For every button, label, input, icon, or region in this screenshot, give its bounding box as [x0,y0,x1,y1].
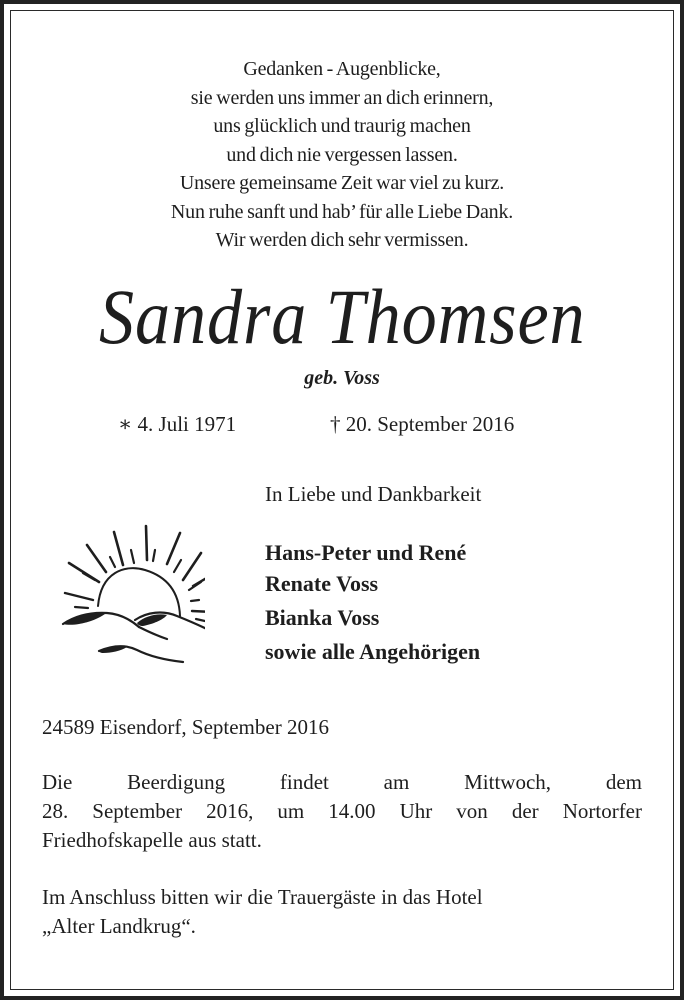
deceased-name [0,272,684,362]
poem-line: Nun ruhe sanft und hab’ für alle Liebe Dank. [170,200,514,223]
birth-date: ∗ 4. Juli 1971 [118,412,237,436]
reception-line: Im Anschluss bitten wir die Trauergäste in das Hotel [42,885,483,909]
poem-line: Gedanken - Augenblicke, [243,58,441,80]
mourner-name: Renate Voss [265,571,379,596]
funeral-line: Friedhofskapelle aus statt. [42,828,262,852]
reception-line: „Alter Landkrug“. [42,914,196,938]
place-and-date: 24589 Eisendorf, September 2016 [42,715,329,739]
sunset-over-hills-icon [55,520,205,670]
funeral-line: 28. September 2016, um 14.00 Uhr von der Nortorfer [42,799,642,823]
memorial-poem [0,55,684,255]
reception-notice [42,883,642,941]
deceased-name-text: Sandra Thomsen [98,273,586,360]
poem-line: Wir werden dich sehr vermissen. [215,229,469,251]
mourner-name: Hans-Peter und René [265,540,467,565]
poem-line: Unsere gemeinsame Zeit war viel zu kurz. [179,172,505,194]
maiden-name: geb. Voss [304,367,380,389]
mourner-name: Bianka Voss [265,605,380,630]
mourners-intro: In Liebe und Dankbarkeit [265,482,482,506]
funeral-line: Die Beerdigung findet am Mittwoch, dem [42,770,642,794]
poem-line: uns glücklich und traurig machen [213,115,471,137]
poem-line: und dich nie vergessen lassen. [226,143,458,166]
death-date: † 20. September 2016 [330,412,515,436]
mourner-name: sowie alle Angehörigen [265,639,481,664]
poem-line: sie werden uns immer an dich erinnern, [190,86,494,109]
mourners-list [265,536,480,669]
funeral-notice [42,768,642,855]
